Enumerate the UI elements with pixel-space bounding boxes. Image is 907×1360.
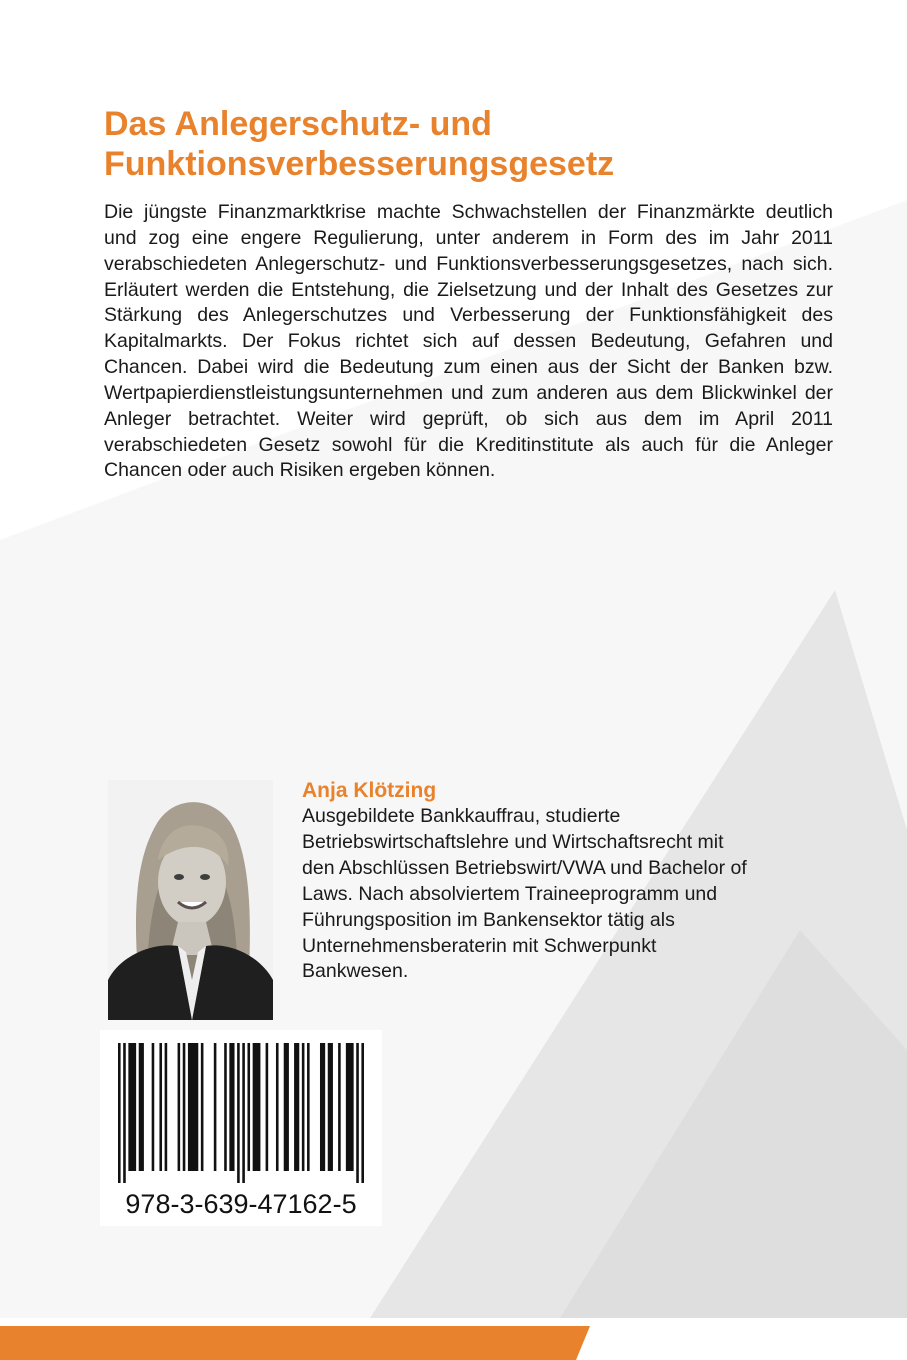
barcode-bar [188, 1043, 198, 1171]
isbn-number: 978-3-639-47162-5 [125, 1189, 357, 1219]
isbn-barcode [100, 1030, 382, 1226]
barcode-bar [253, 1043, 261, 1171]
barcode-bar [128, 1043, 136, 1171]
barcode-bar [178, 1043, 181, 1171]
barcode-bar [214, 1043, 217, 1171]
barcode-bar [356, 1043, 359, 1183]
barcode-bar [247, 1043, 250, 1171]
barcode-bar [242, 1043, 245, 1183]
barcode-bar [237, 1043, 240, 1183]
barcode-bar [361, 1043, 364, 1183]
barcode-bar [123, 1043, 126, 1183]
barcode-bar [139, 1043, 144, 1171]
barcode-bar [338, 1043, 341, 1171]
barcode-bars [118, 1043, 364, 1183]
author-bio-line: den Abschlüssen Betriebswirt/VWA und Bachelor of [302, 856, 747, 879]
author-bio-line: Betriebswirtschaftslehre und Wirtschaftsrecht mit [302, 830, 724, 853]
barcode-bar [328, 1043, 333, 1171]
author-bio-line: Ausgebildete Bankkauffrau, studierte [302, 805, 621, 827]
book-description: Die jüngste Finanzmarktkrise machte Schwachstellen der Finanzmärkte deutlich und zog eine engere Regulierung, unter anderem in Form des im Jahr 2011 verabschiedeten Anlegerschutz- und Funktionsverbesserungsgesetzes, nach sich. Erläutert werden die Entstehung, die Zielsetzung und der Inhalt des Gesetzes zur Stärkung des Anlegerschutzes und Verbesserung der Funktionsfähigkeit des Kapitalmarkts. Der Fokus richtet sich auf dessen Bedeutung, Gefahren und Chancen. Dabei wird die Bedeutung zum einen aus der Sicht der Banken bzw. Wertpapierdienstleistungsunternehmen und zum anderen aus dem Blickwinkel der Anleger betrachtet. Weiter wird geprüft, ob sich aus dem im April 2011 verabschiedeten Gesetz sowohl für die Kreditinstitute als auch für die Anleger Chancen oder auch Risiken ergeben können. [104, 201, 833, 482]
book-title-line-1: Das Anlegerschutz- und [104, 105, 492, 143]
barcode-bar [229, 1043, 234, 1171]
book-title-line-2: Funktionsverbesserungsgesetz [104, 145, 615, 183]
barcode-bar [159, 1043, 162, 1171]
author-bio-line: Bankwesen. [302, 960, 409, 983]
barcode-bar [307, 1043, 310, 1171]
author-photo [108, 780, 273, 1020]
barcode-bar [201, 1043, 204, 1171]
barcode-bar [266, 1043, 269, 1171]
barcode-bar [276, 1043, 279, 1171]
barcode-bar [224, 1043, 227, 1171]
barcode-bar [320, 1043, 325, 1171]
barcode-bar [284, 1043, 289, 1171]
author-bio-line: Führungsposition im Bankensektor tätig als [302, 908, 675, 931]
author-bio-line: Unternehmensberaterin mit Schwerpunkt [302, 934, 657, 957]
barcode-bar [165, 1043, 168, 1171]
book-title [104, 104, 824, 184]
barcode-bar [302, 1043, 305, 1171]
barcode-bar [294, 1043, 299, 1171]
author-bio [302, 804, 842, 985]
author-name: Anja Klötzing [302, 779, 437, 802]
barcode-bar [183, 1043, 186, 1171]
barcode-bar [118, 1043, 121, 1183]
author-bio-line: Laws. Nach absolviertem Traineeprogramm und [302, 882, 718, 905]
bottom-accent-stripe [0, 1318, 907, 1360]
barcode-bar [346, 1043, 354, 1171]
barcode-bar [152, 1043, 155, 1171]
